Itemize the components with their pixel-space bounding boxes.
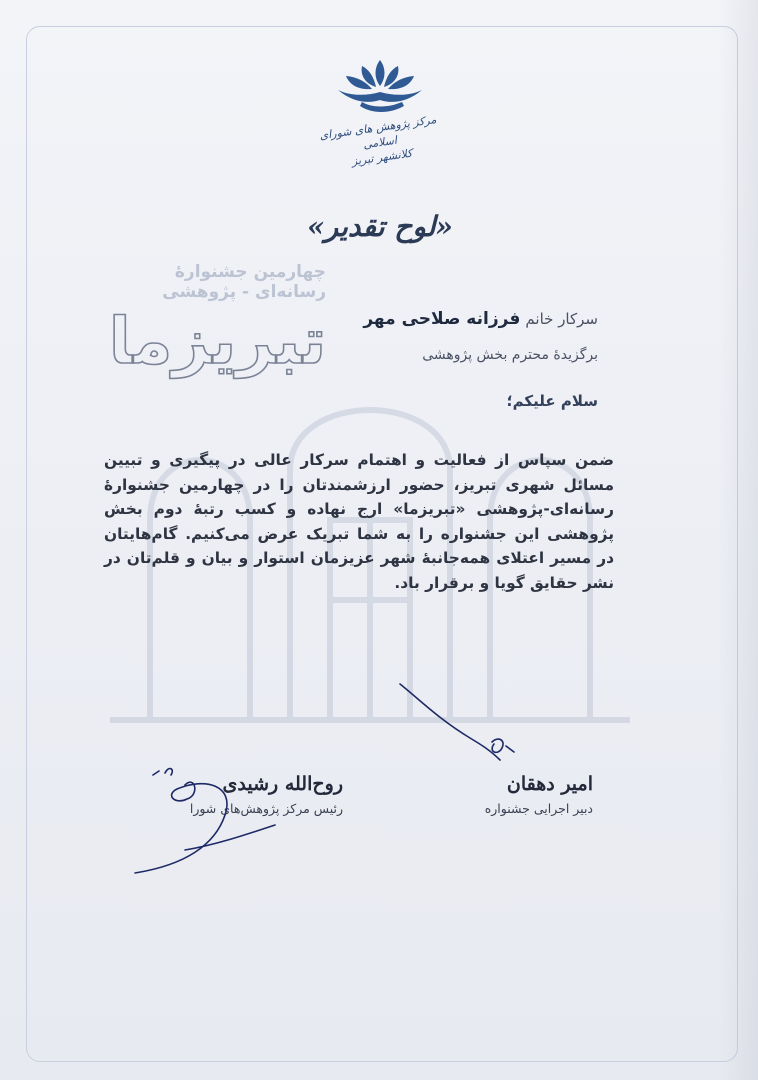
recipient-name: فرزانه صلاحی مهر [363, 309, 521, 329]
festival-edition: چهارمین جشنوارهٔ [174, 262, 326, 282]
recipient-subtitle: برگزیدهٔ محترم بخش پژوهشی [422, 347, 598, 363]
signer-name: روح‌الله رشیدی [222, 773, 343, 795]
certificate-title: «لوح تقدیر» [307, 210, 453, 243]
signature-block-chairman [103, 773, 343, 816]
festival-type: رسانه‌ای - پژوهشی [162, 282, 326, 302]
festival-name: تبریزما [108, 305, 327, 379]
recipient-title: سرکار خانم [525, 310, 598, 328]
organization-city: کلانشهر تبریز [351, 146, 414, 169]
greeting: سلام علیکم؛ [506, 392, 598, 410]
signer-role: دبیر اجرایی جشنواره [484, 801, 593, 816]
lotus-icon [332, 56, 428, 118]
recipient-block [238, 306, 598, 370]
organization-name: مرکز پژوهش های شورای اسلامی [318, 113, 438, 152]
page-shadow [718, 0, 758, 1080]
organization-logo [320, 56, 440, 186]
signer-role: رئیس مرکز پژوهش‌های شورا [189, 801, 343, 816]
certificate-body: ضمن سپاس از فعالیت و اهتمام سرکار عالی در پیگیری و تبیین مسائل شهری تبریز، حضور ارزشمندتان را در چهارمین جشنوارهٔ رسانه‌ای-پژوهشی «تبریزما» ارج نهاده و کسب رتبهٔ دوم بخش پژوهشی این جشنواره را به شما تبریک عرض می‌کنیم. گام‌هایتان در مسیر اعتلای همه‌جانبهٔ شهر عزیزمان استوار و بیان و قلم‌تان در نشر حقایق گویا و برقرار باد. [104, 451, 614, 592]
signature-block-secretary [373, 773, 593, 816]
signer-name: امیر دهقان [506, 773, 593, 795]
